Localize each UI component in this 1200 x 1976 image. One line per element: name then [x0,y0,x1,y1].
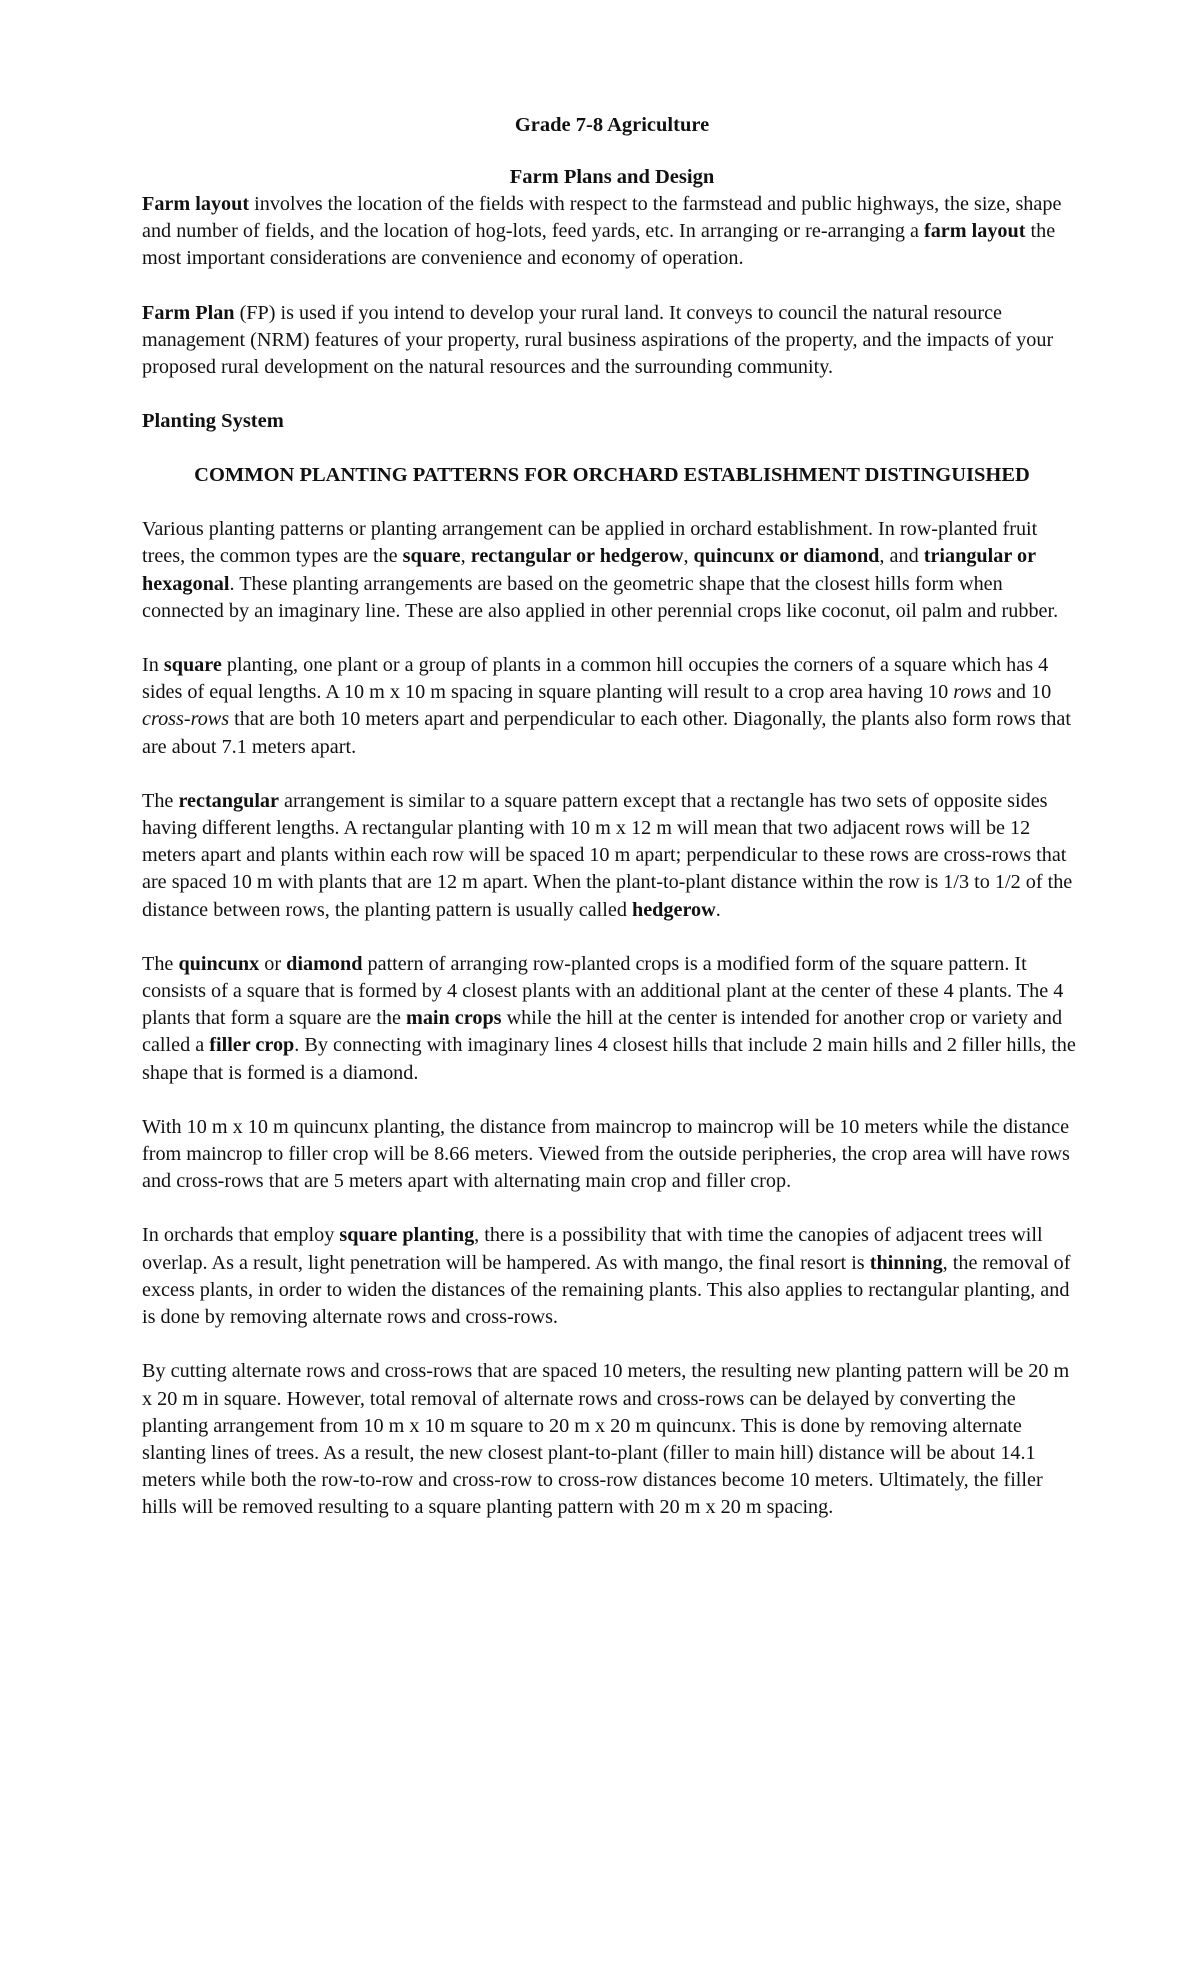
rectangular-planting-paragraph: The rectangular arrangement is similar to a square pattern except that a rectangle has two sets of opposite sides having different lengths. A rectangular planting with 10 m x 12 m will mean that two adjacent rows will be 12 meters apart and plants within each row will be spaced 10 m apart; perpendicular to these rows are cross-rows that are spaced 10 m with plants that are 12 m apart. When the plant-to-plant distance within the row is 1/3 to 1/2 of the distance between rows, the planting pattern is usually called hedgerow. [142,789,1073,921]
document-title: Grade 7-8 Agriculture [514,114,710,136]
quincunx-spacing-paragraph: With 10 m x 10 m quincunx planting, the distance from maincrop to maincrop will be 10 meters while the distance from maincrop to filler crop will be 8.66 meters. Viewed from the outside peripheries, the crop area will have rows and cross-rows that are 5 meters apart with alternating main crop and filler crop. [142,1115,1070,1193]
quincunx-planting-paragraph: The quincunx or diamond pattern of arranging row-planted crops is a modified form of the square pattern. It consists of a square that is formed by 4 closest plants with an additional plant at the center of these 4 plants. The 4 plants that form a square are the main crops while the hill at the center is intended for another crop or variety and called a filler crop. By connecting with imaginary lines 4 closest hills that include 2 main hills and 2 filler hills, the shape that is formed is a diamond. [142,952,1076,1084]
square-planting-paragraph: In square planting, one plant or a group of plants in a common hill occupies the corners of a square which has 4 sides of equal lengths. A 10 m x 10 m spacing in square planting will result to a crop area having 10 rows and 10 cross-rows that are both 10 meters apart and perpendicular to each other. Diagonally, the plants also form rows that are about 7.1 meters apart. [142,654,1071,758]
farm-plan-term: Farm Plan [142,301,235,324]
farm-layout-term: Farm layout [142,193,250,215]
thinning-paragraph: In orchards that employ square planting, there is a possibility that with time the canopies of adjacent trees will overlap. As a result, light penetration will be hampered. As with mango, the final resort is thinning, the removal of excess plants, in order to widen the distances of the remaining plants. This also applies to rectangular planting, and is done by removing alternate rows and cross-rows. [142,1224,1071,1329]
cutting-paragraph: By cutting alternate rows and cross-rows that are spaced 10 meters, the resulting new planting pattern will be 20 m x 20 m in square. However, total removal of alternate rows and cross-rows can be delayed by converting the planting arrangement from 10 m x 10 m square to 20 m x 20 m quincunx. This is done by removing alternate slanting lines of trees. As a result, the new closest plant-to-plant (filler to main hill) distance will be about 14.1 meters while both the row-to-row and cross-row to cross-row distances become 10 meters. Ultimately, the filler hills will be removed resulting to a square planting pattern with 20 m x 20 m spacing. [142,1360,1070,1519]
intro-paragraph: Various planting patterns or planting arrangement can be applied in orchard establishment. In row-planted fruit trees, the common types are the square, rectangular or hedgerow, quincunx or diamond, and triangular or hexagonal. These planting arrangements are based on the geometric shape that the closest hills form when connected by an imaginary line. These are also applied in other perennial crops like coconut, oil palm and rubber. [142,518,1059,622]
farm-layout-paragraph: Farm layout involves the location of the fields with respect to the farmstead and public highways, the size, shape and number of fields, and the location of hog-lots, feed yards, etc. In arranging or re-arranging a farm layout the most important considerations are convenience and economy of operation. [142,193,1062,270]
farm-plan-paragraph: Farm Plan (FP) is used if you intend to develop your rural land. It conveys to council the natural resource management (NRM) features of your property, rural business aspirations of the property, and the impacts of your proposed rural development on the natural resources and the surrounding community. [142,301,1054,379]
section-title: Farm Plans and Design [509,166,715,188]
planting-patterns-heading: COMMON PLANTING PATTERNS FOR ORCHARD ESTABLISHMENT DISTINGUISHED [194,464,1030,487]
planting-system-heading: Planting System [142,410,284,433]
farm-layout-term-2: farm layout [923,220,1026,243]
